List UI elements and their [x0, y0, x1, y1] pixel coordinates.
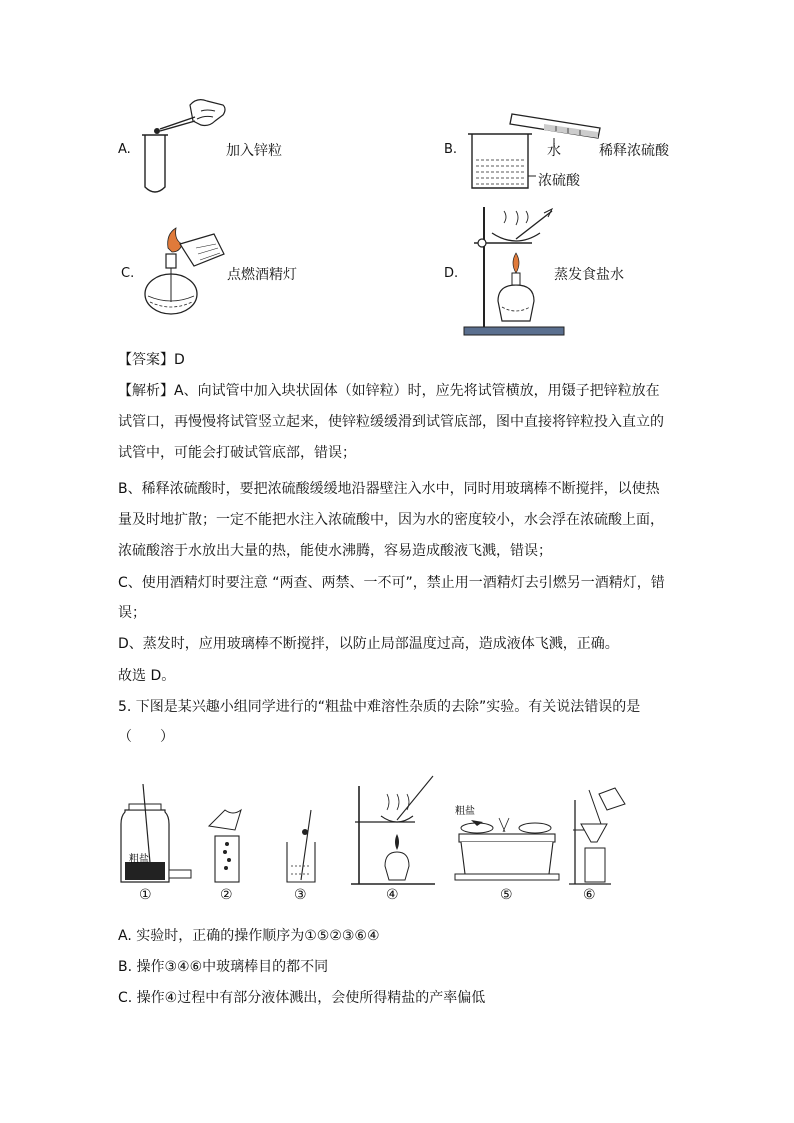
q5-option-a: A. 实验时，正确的操作顺序为①⑤②③⑥④ [118, 928, 380, 944]
figure-label-3: ③ [294, 887, 307, 903]
analysis-line: 故选 D。 [118, 668, 176, 684]
analysis-line: 浓硫酸溶于水放出大量的热，能使水沸腾，容易造成酸液飞溅，错误； [118, 543, 552, 559]
question-5-stem: 5. 下图是某兴趣小组同学进行的“粗盐中难溶性杂质的去除”实验。有关说法错误的是 [118, 699, 641, 715]
analysis-line: 误； [118, 605, 146, 621]
light-lamp-figure [136, 226, 228, 318]
option-b-caption: 稀释浓硫酸 [599, 143, 669, 159]
analysis-line: 试管口，再慢慢将试管竖立起来，使锌粒缓缓滑到试管底部，图中直接将锌粒投入直立的 [118, 414, 664, 430]
figure-label-4: ④ [386, 887, 399, 903]
q5-option-c: C. 操作④过程中有部分液体溅出，会使所得精盐的产率偏低 [118, 990, 486, 1006]
option-a-letter: A. [118, 142, 131, 157]
analysis-line: C、使用酒精灯时要注意 “两查、两禁、一不可”，禁止用一酒精灯去引燃另一酒精灯，错 [118, 575, 665, 591]
option-d-letter: D. [444, 266, 459, 281]
dilute-acid-figure [464, 104, 604, 194]
zinc-test-tube-figure [135, 97, 235, 199]
option-c-caption: 点燃酒精灯 [227, 267, 297, 283]
label-water: 水 [547, 143, 561, 159]
figure-label-6: ⑥ [583, 887, 596, 903]
analysis-line: B、稀释浓硫酸时，要把浓硫酸缓缓地沿器壁注入水中，同时用玻璃棒不断搅拌，以使热 [118, 481, 660, 497]
analysis-line: 【解析】A、向试管中加入块状固体（如锌粒）时，应先将试管横放，用镊子把锌粒放在 [118, 383, 660, 399]
option-a-caption: 加入锌粒 [226, 143, 282, 159]
jar-label: 粗盐 [129, 854, 149, 865]
balance-label: 粗盐 [455, 806, 475, 817]
analysis-line: 量及时地扩散；一定不能把水注入浓硫酸中，因为水的密度较小，水会浮在浓硫酸上面， [118, 512, 664, 528]
figure-label-1: ① [139, 887, 152, 903]
analysis-line: 试管中，可能会打破试管底部，错误； [118, 445, 356, 461]
salt-experiment-figure [115, 770, 645, 908]
option-b-letter: B. [444, 142, 458, 157]
question-5-paren: （ ） [118, 729, 174, 745]
q5-option-b: B. 操作③④⑥中玻璃棒目的都不同 [118, 959, 329, 975]
analysis-line: D、蒸发时，应用玻璃棒不断搅拌，以防止局部温度过高，造成液体飞溅，正确。 [118, 636, 619, 652]
figure-label-5: ⑤ [500, 887, 513, 903]
figure-label-2: ② [220, 887, 233, 903]
option-c-letter: C. [121, 266, 135, 281]
label-conc-acid: 浓硫酸 [538, 173, 580, 189]
answer-line: 【答案】D [118, 352, 185, 368]
option-d-caption: 蒸发食盐水 [554, 267, 624, 283]
